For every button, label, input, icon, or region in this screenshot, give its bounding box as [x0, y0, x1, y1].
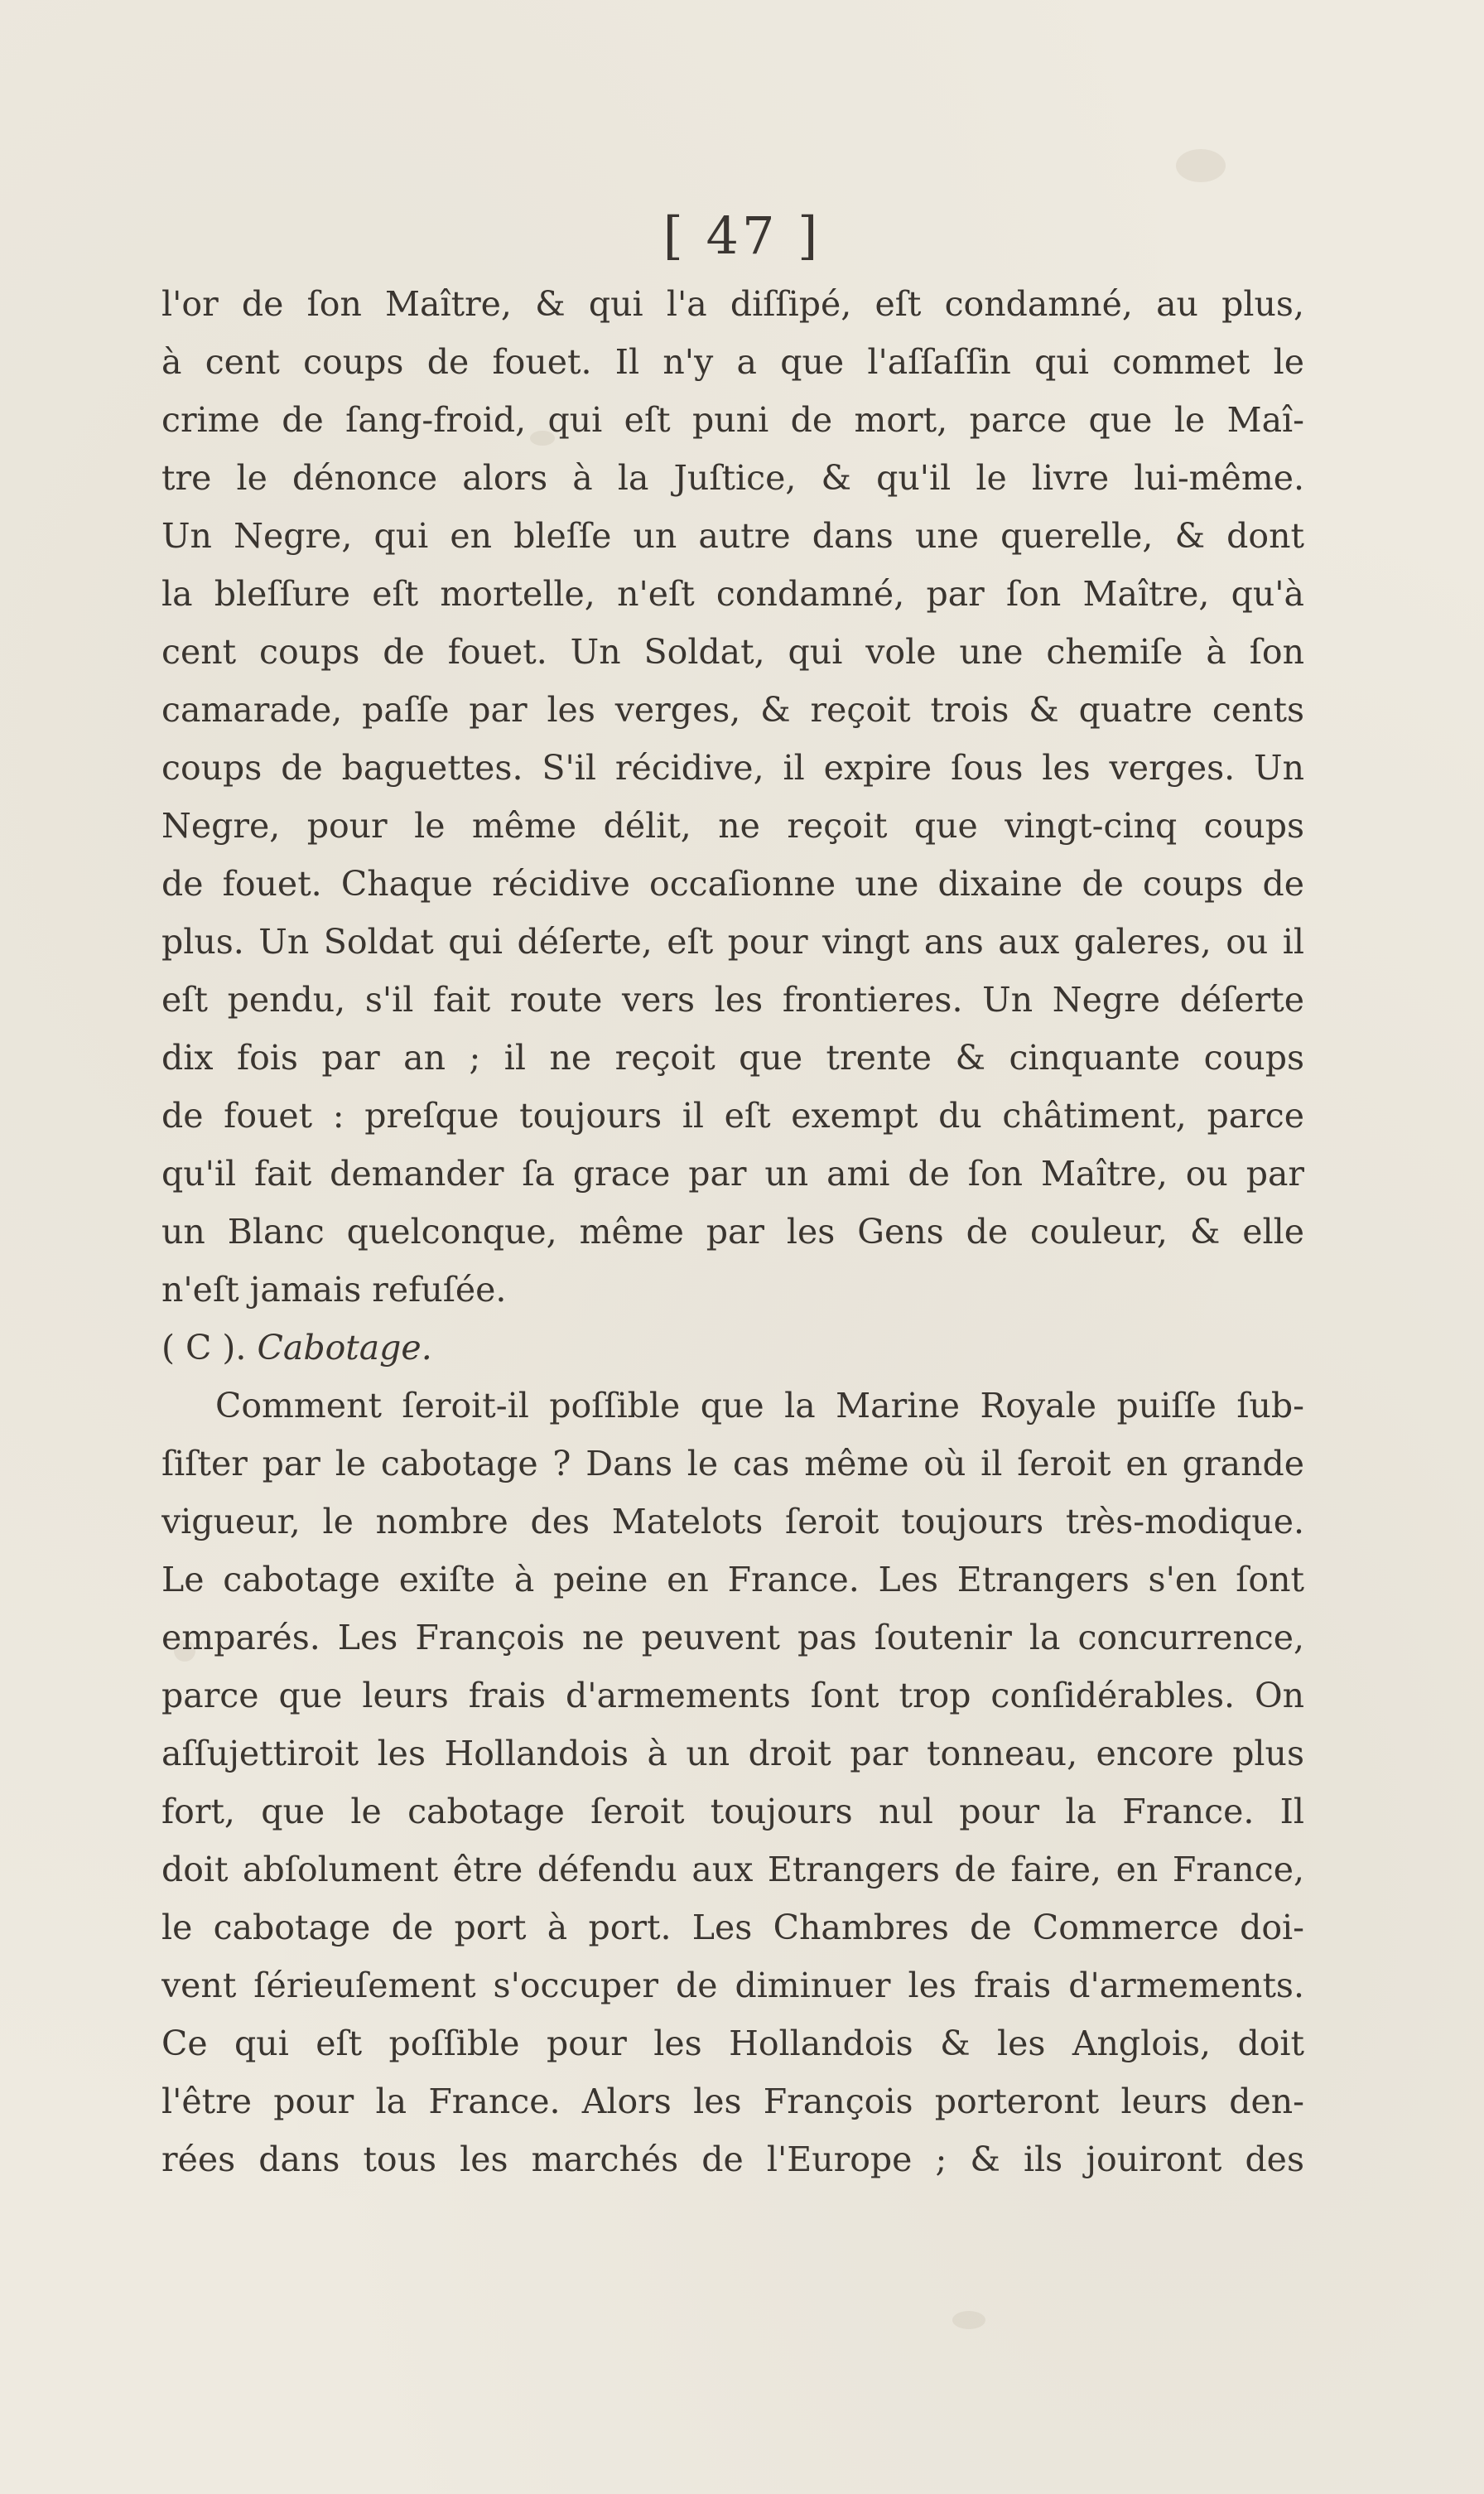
text-line: de fouet. Chaque récidive occaſionne une dixaine de coups de	[161, 864, 1304, 904]
text-line: parce que leurs frais d'armements ſont trop conſidérables. On	[161, 1676, 1304, 1715]
text-line: qu'il fait demander ſa grace par un ami de ſon Maître, ou par	[161, 1154, 1304, 1194]
text-line: coups de baguettes. S'il récidive, il expire ſous les verges. Un	[161, 748, 1304, 788]
text-line: Un Negre, qui en bleſſe un autre dans une querelle, & dont	[161, 516, 1304, 556]
text-line: crime de ſang-froid, qui eſt puni de mort, parce que le Maî-	[161, 400, 1304, 440]
text-line: aſſujettiroit les Hollandois à un droit par tonneau, encore plus	[161, 1734, 1304, 1773]
text-line: un Blanc quelconque, même par les Gens de couleur, & elle	[161, 1212, 1304, 1252]
text-line: l'or de ſon Maître, & qui l'a diſſipé, eſt condamné, au plus,	[161, 284, 1304, 324]
paragraph-continued	[161, 275, 1304, 1319]
text-line: vigueur, le nombre des Matelots ſeroit toujours très-modique.	[161, 1502, 1304, 1541]
text-line: le cabotage de port à port. Les Chambres de Commerce doi-	[161, 1908, 1304, 1947]
text-line: tre le dénonce alors à la Juſtice, & qu'il le livre lui-même.	[161, 458, 1304, 498]
text-line: vent ſérieuſement s'occuper de diminuer les frais d'armements.	[161, 1966, 1304, 2005]
text-line: dix fois par an ; il ne reçoit que trente & cinquante coups	[161, 1038, 1304, 1078]
text-line: emparés. Les François ne peuvent pas ſoutenir la concurrence,	[161, 1618, 1304, 1657]
section-heading	[161, 1319, 1304, 1377]
page-number: [ 47 ]	[662, 205, 822, 266]
text-line: ſiſter par le cabotage ? Dans le cas même où il ſeroit en grande	[161, 1444, 1304, 1483]
text-line: eſt pendu, s'il fait route vers les frontieres. Un Negre déſerte	[161, 980, 1304, 1020]
paper-stain	[1176, 149, 1226, 182]
text-line: fort, que le cabotage ſeroit toujours nul pour la France. Il	[161, 1792, 1304, 1831]
paragraph-cabotage	[161, 1377, 1304, 2188]
section-label: ( C ).	[161, 1328, 247, 1368]
text-line: Le cabotage exiſte à peine en France. Les Etrangers s'en ſont	[161, 1560, 1304, 1599]
text-line: Negre, pour le même délit, ne reçoit que vingt-cinq coups	[161, 806, 1304, 846]
text-line: cent coups de fouet. Un Soldat, qui vole une chemiſe à ſon	[161, 632, 1304, 672]
paper-stain	[952, 2311, 985, 2329]
text-line: rées dans tous les marchés de l'Europe ; & ils jouiront des	[161, 2139, 1304, 2179]
text-line: doit abſolument être défendu aux Etrangers de faire, en France,	[161, 1850, 1304, 1889]
section-title: Cabotage.	[257, 1328, 432, 1368]
text-line: Comment ſeroit-il poſſible que la Marine Royale puiſſe ſub-	[215, 1386, 1304, 1425]
text-line: Ce qui eſt poſſible pour les Hollandois & les Anglois, doit	[161, 2024, 1304, 2063]
text-line: plus. Un Soldat qui déſerte, eſt pour vingt ans aux galeres, ou il	[161, 922, 1304, 962]
text-line: la bleſſure eſt mortelle, n'eſt condamné, par ſon Maître, qu'à	[161, 574, 1304, 614]
text-line: l'être pour la France. Alors les François porteront leurs den-	[161, 2082, 1304, 2121]
text-line: n'eſt jamais refuſée.	[161, 1270, 507, 1310]
text-line: à cent coups de fouet. Il n'y a que l'aſſaſſin qui commet le	[161, 342, 1304, 382]
text-line: camarade, paſſe par les verges, & reçoit trois & quatre cents	[161, 690, 1304, 730]
text-line: de fouet : preſque toujours il eſt exempt du châtiment, parce	[161, 1096, 1304, 1136]
body-text	[161, 275, 1304, 2188]
